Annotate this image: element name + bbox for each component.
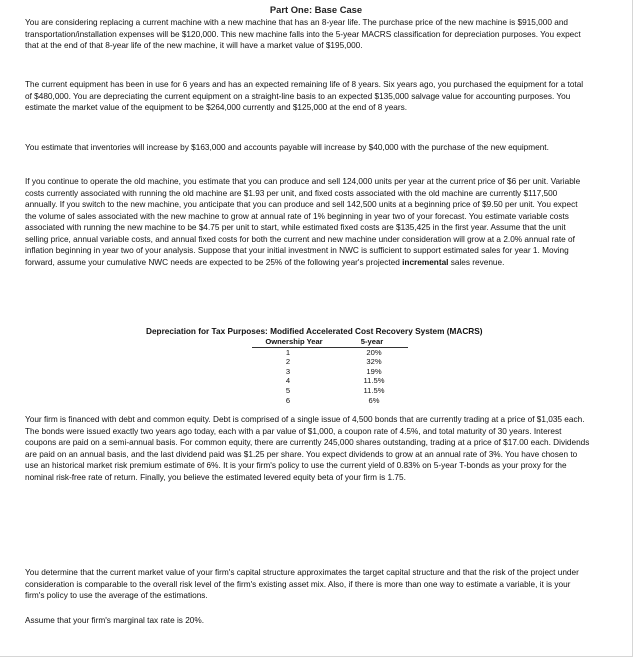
page-title: Part One: Base Case bbox=[269, 4, 363, 15]
col-header-5-year: 5-year bbox=[336, 337, 408, 347]
paragraph-capital-structure: You determine that the current market value of your firm's capital structure approximates the target capital structure and that the risk of the project under consideration is comparable to the overall risk level of the firm's existing asset mix. Also, if there is more than one way to estimate a variable, it is your firm's policy to use the average of the estimations. bbox=[25, 568, 579, 600]
operations-text-end: sales revenue. bbox=[448, 257, 505, 267]
paragraph-tax-rate: Assume that your firm's marginal tax rate is 20%. bbox=[25, 616, 205, 625]
year-cell: 6 bbox=[285, 395, 291, 405]
table-row bbox=[252, 396, 408, 406]
rate-cell: 19% bbox=[366, 366, 382, 376]
table-row bbox=[252, 347, 408, 357]
macrs-table-section bbox=[146, 327, 526, 405]
incremental-emphasis: incremental bbox=[402, 257, 449, 267]
macrs-table bbox=[252, 337, 408, 405]
rate-cell: 11.5% bbox=[363, 376, 385, 386]
table-row bbox=[252, 376, 408, 386]
paragraph-operations bbox=[25, 176, 591, 268]
table-row bbox=[252, 367, 408, 377]
year-cell: 2 bbox=[285, 357, 291, 367]
year-cell: 3 bbox=[285, 366, 291, 376]
year-cell: 4 bbox=[285, 376, 291, 386]
rate-cell: 6% bbox=[368, 395, 380, 405]
table-row bbox=[252, 386, 408, 396]
paragraph-working-capital: You estimate that inventories will increase by $163,000 and accounts payable will increase by $40,000 with the purchase of the new equipment. bbox=[25, 143, 549, 152]
col-header-ownership-year: Ownership Year bbox=[252, 337, 336, 347]
year-cell: 5 bbox=[285, 385, 291, 395]
macrs-header-row bbox=[252, 337, 408, 347]
rate-cell: 32% bbox=[366, 357, 382, 367]
paragraph-financing: Your firm is financed with debt and common equity. Debt is comprised of a single issue of 4,500 bonds that are currently trading at a price of $1,035 each. The bonds were issued exactly two years ago today, each with a par value of $1,000, a coupon rate of 4.5%, and total maturity of 30 years. Interest coupons are paid on a semi-annual basis. For common equity, there are currently 245,000 shares outstanding, trading at a price of $17.00 each. Dividends are paid on an annual basis, and the last dividend paid was $1.25 per share. You expect dividends to grow at an annual rate of 3%. You have chosen to use an historical market risk premium estimate of 6%. It is your firm's policy to use the current yield of 0.83% on 5-year T-bonds as your proxy for the nominal risk-free rate of return. Finally, you believe the estimated levered equity beta of your firm is 1.75. bbox=[25, 415, 590, 482]
paragraph-current-equipment: The current equipment has been in use for 6 years and has an expected remaining life of 8 years. Six years ago, you purchased the equipment for a total of $480,000. You are depreciating the current equipment on a straight-line basis to an expected $135,000 salvage value for accounting purposes. You estimate the market value of the equipment to be $264,000 currently and $125,000 at the end of 8 years. bbox=[25, 80, 584, 112]
operations-text: If you continue to operate the old machine, you estimate that you can produce and sell 124,000 units per year at the current price of $6 per unit. Variable costs currently associated with running the old machine are $1.93 per unit, and fixed costs associated with the old machine are currently $117,500 annually. If you switch to the new machine, you anticipate that you can produce and sell 142,500 units at a beginning price of $9.50 per unit. You expect the volume of sales associated with the new machine to grow at annual rate of 1% beginning in year two of your forecast. You estimate variable costs associated with running the new machine to be $4.75 per unit to start, while estimated fixed costs are $135,425 in the first year. Assume that the unit selling price, annual variable costs, and annual fixed costs for both the current and new machine under consideration will grow at a 2.0% annual rate of inflation beginning in year two of your analysis. Suppose that your initial investment in NWC is sufficient to support estimated sales for year 1. Moving forward, assume your cumulative NWC needs are expected to be 25% of the following year's projected bbox=[25, 177, 581, 267]
year-cell: 1 bbox=[285, 347, 291, 357]
rate-cell: 20% bbox=[366, 347, 382, 357]
table-row bbox=[252, 357, 408, 367]
macrs-table-caption: Depreciation for Tax Purposes: Modified Accelerated Cost Recovery System (MACRS) bbox=[146, 327, 483, 336]
rate-cell: 11.5% bbox=[363, 385, 385, 395]
paragraph-new-machine: You are considering replacing a current machine with a new machine that has an 8-year life. The purchase price of the new machine is $915,000 and transportation/installation expenses will be $120,000. This new machine falls into the 5-year MACRS classification for depreciation purposes. You expect that at the end of that 8-year life of the new machine, it will have a market value of $195,000. bbox=[25, 18, 581, 50]
